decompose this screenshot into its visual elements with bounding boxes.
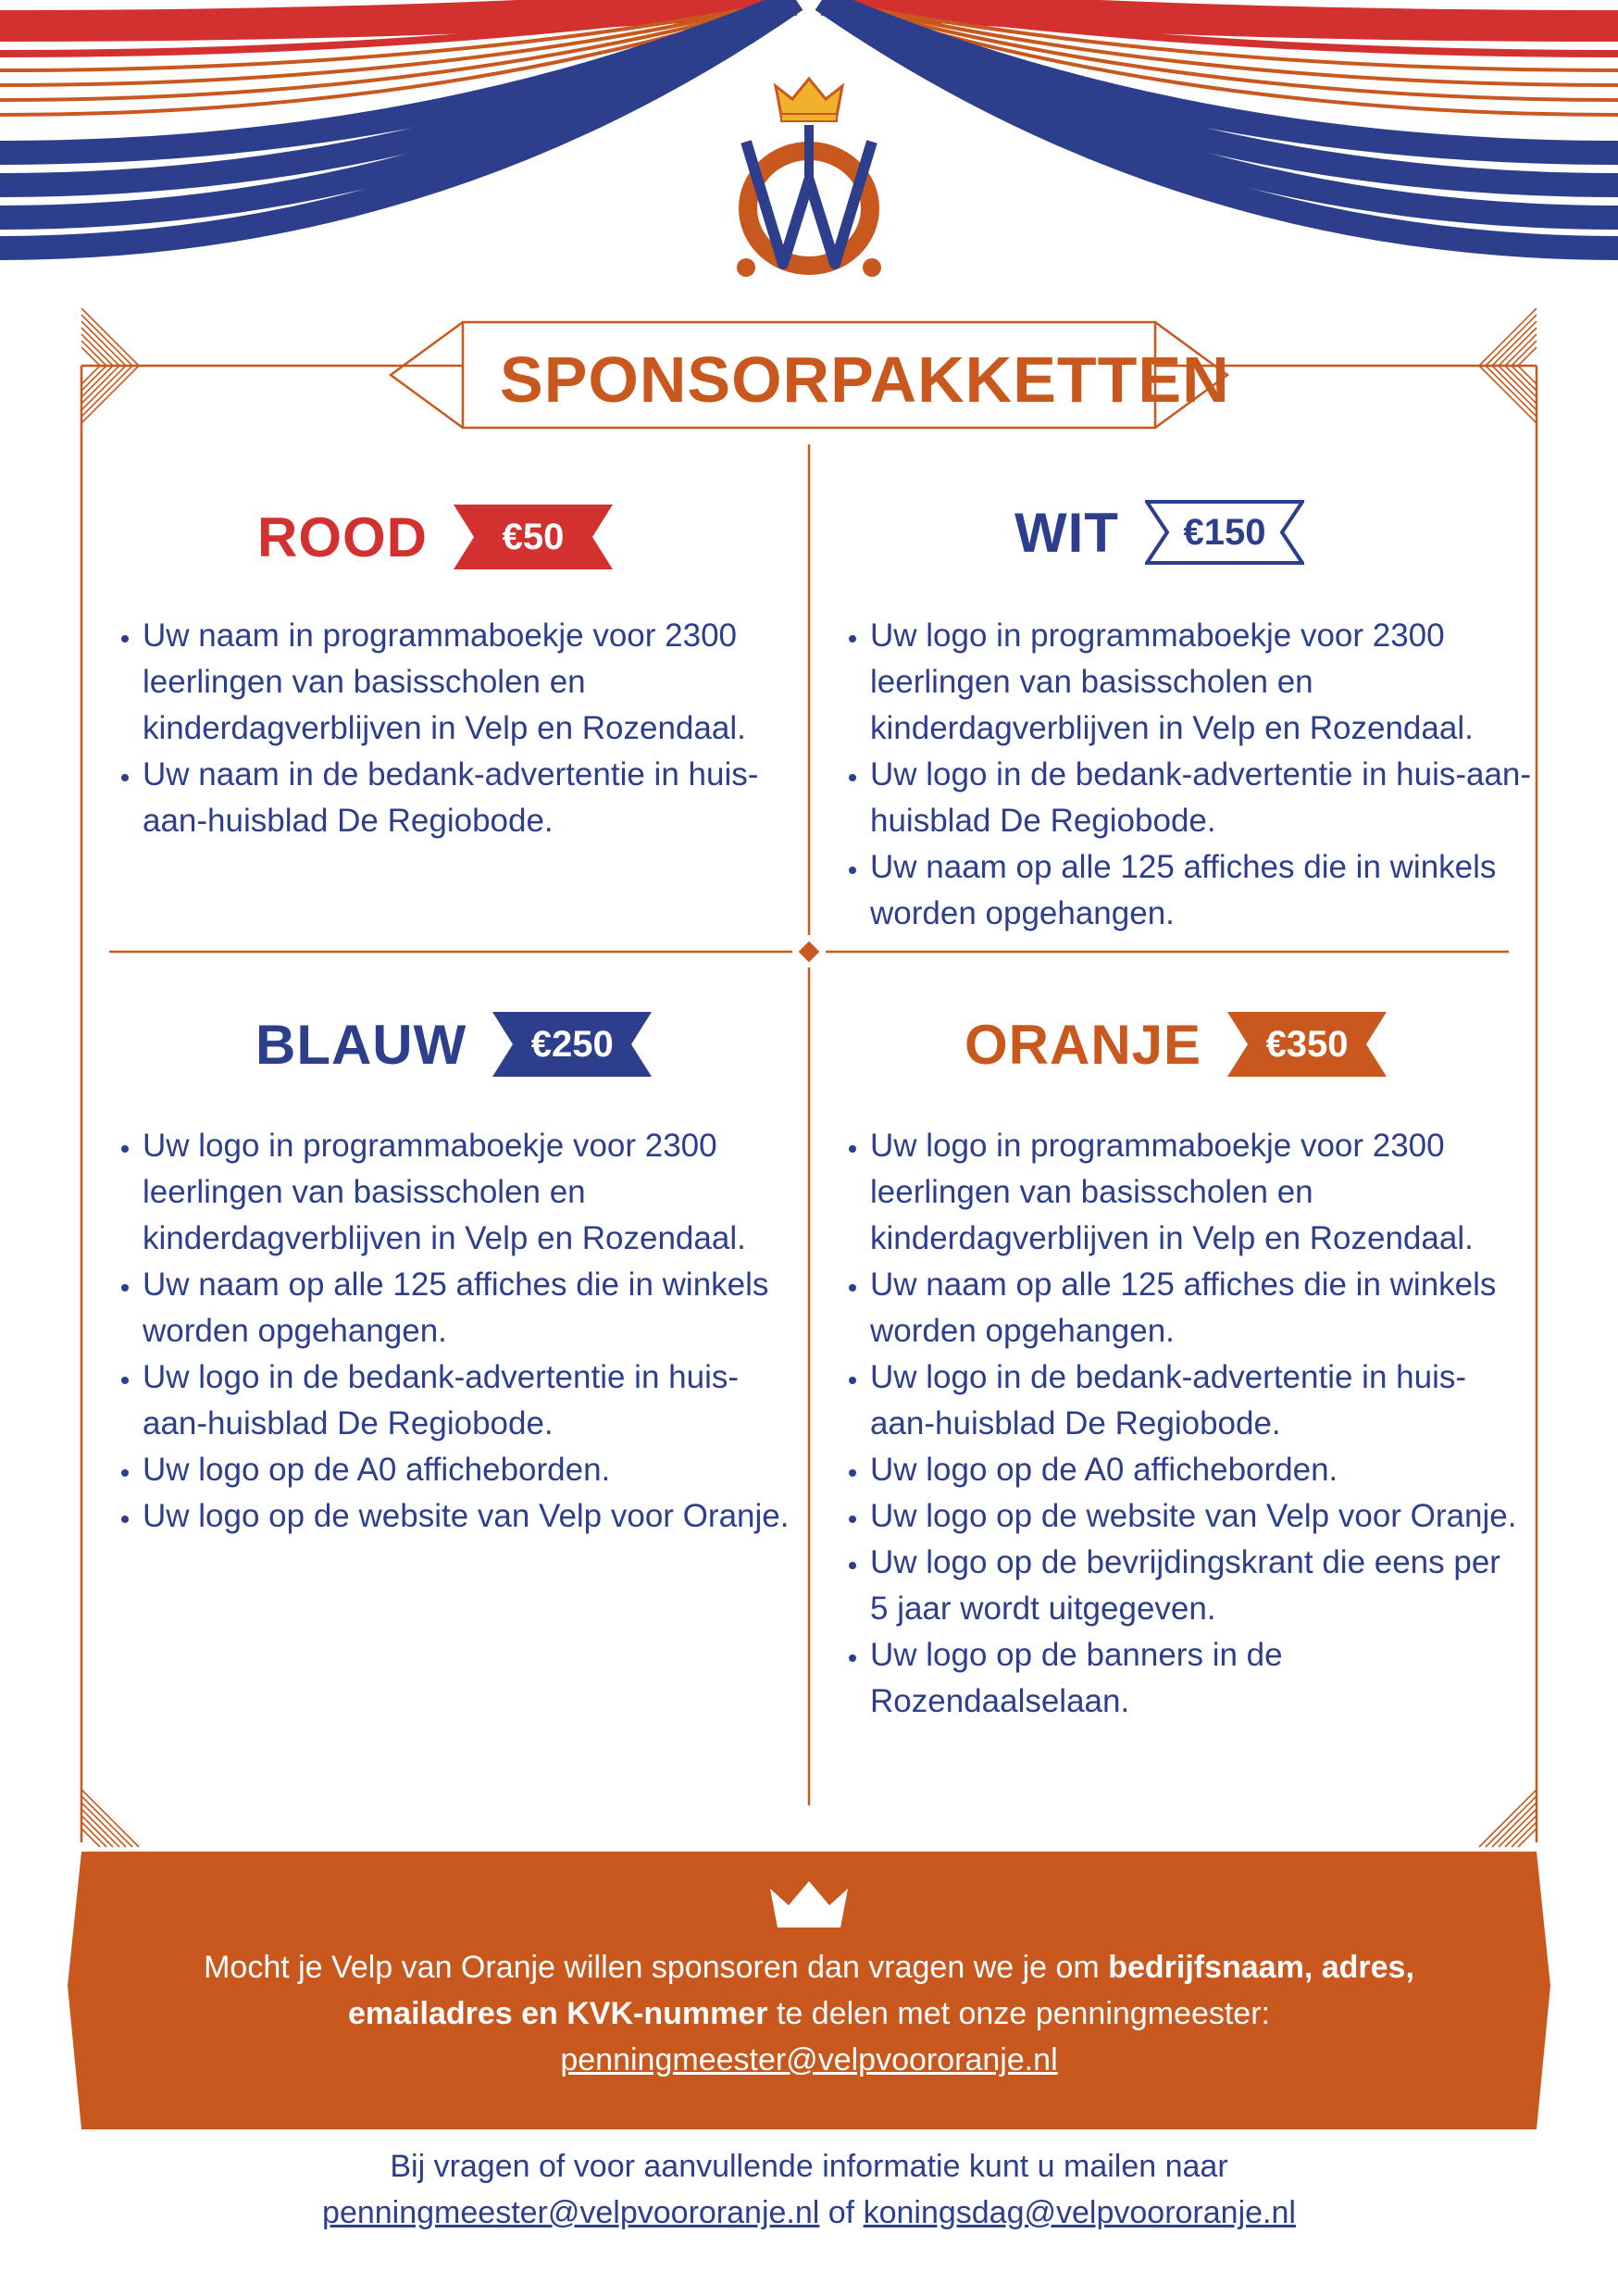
list-item: • Uw logo op de A0 afficheborden. xyxy=(870,1447,1518,1493)
footer-email-link-koningsdag[interactable]: koningsdag@velpvoororanje.nl xyxy=(863,2195,1296,2230)
crown-icon xyxy=(776,79,842,116)
list-item: • Uw logo op de website van Velp voor Oranje. xyxy=(870,1493,1518,1540)
package-rood-price-tag xyxy=(454,505,613,569)
list-item: • Uw naam in programmaboekje voor 2300 leerlingen van basisscholen en kinderdagverblijven in Velp en Rozendaal. xyxy=(143,613,790,752)
package-wit-price-tag xyxy=(1145,500,1304,565)
package-blauw-name: BLAUW xyxy=(255,1013,467,1076)
package-oranje-header xyxy=(965,1007,1387,1081)
package-rood-list xyxy=(111,613,790,844)
package-oranje-list xyxy=(839,1123,1518,1725)
list-item: • Uw naam op alle 125 affiches die in winkels worden opgehangen. xyxy=(870,844,1546,937)
banner-text xyxy=(148,1944,1470,2083)
package-rood-name: ROOD xyxy=(257,505,428,568)
page-title: SPONSORPAKKETTEN xyxy=(500,343,1230,416)
package-blauw-header xyxy=(255,1007,652,1081)
footer-email-link-penningmeester[interactable]: penningmeester@velpvoororanje.nl xyxy=(322,2195,820,2230)
package-wit-list xyxy=(839,613,1546,937)
package-wit-name: WIT xyxy=(1014,501,1119,564)
velp-voor-oranje-logo xyxy=(728,69,890,282)
list-item: • Uw logo in programmaboekje voor 2300 leerlingen van basisscholen en kinderdagverblijven in Velp en Rozendaal. xyxy=(870,613,1546,752)
list-item: • Uw logo in de bedank-advertentie in huis-aan-huisblad De Regiobode. xyxy=(870,752,1546,844)
list-item: • Uw naam op alle 125 affiches die in winkels worden opgehangen. xyxy=(143,1262,790,1354)
banner-text-intro: Mocht je Velp van Oranje willen sponsoren dan vragen we je om xyxy=(204,1950,1109,1985)
package-blauw-price: €250 xyxy=(530,1024,614,1065)
package-blauw-price-tag xyxy=(492,1012,652,1077)
package-rood-header xyxy=(257,500,613,574)
list-item: • Uw logo op de website van Velp voor Oranje. xyxy=(143,1493,790,1540)
list-item: • Uw logo in programmaboekje voor 2300 leerlingen van basisscholen en kinderdagverblijven in Velp en Rozendaal. xyxy=(143,1123,790,1262)
package-blauw-list xyxy=(111,1123,790,1540)
list-item: • Uw naam op alle 125 affiches die in winkels worden opgehangen. xyxy=(870,1262,1518,1354)
list-item: • Uw logo op de banners in de Rozendaalselaan. xyxy=(870,1632,1518,1725)
list-item: • Uw logo op de A0 afficheborden. xyxy=(143,1447,790,1493)
list-item: • Uw logo in programmaboekje voor 2300 leerlingen van basisscholen en kinderdagverblijven in Velp en Rozendaal. xyxy=(870,1123,1518,1262)
package-oranje-price-tag xyxy=(1227,1012,1387,1077)
list-item: • Uw logo in de bedank-advertentie in huis-aan-huisblad De Regiobode. xyxy=(870,1354,1518,1447)
list-item: • Uw logo op de bevrijdingskrant die eens per 5 jaar wordt uitgegeven. xyxy=(870,1540,1518,1632)
footer-text: Bij vragen of voor aanvullende informatie kunt u mailen naar xyxy=(390,2149,1228,2184)
list-item: • Uw naam in de bedank-advertentie in huis-aan-huisblad De Regiobode. xyxy=(143,752,790,844)
footer xyxy=(148,2143,1470,2236)
package-oranje-name: ORANJE xyxy=(965,1013,1202,1076)
banner-email-link[interactable]: penningmeester@velpvoororanje.nl xyxy=(560,2042,1058,2078)
footer-conjunction: of xyxy=(819,2195,864,2230)
list-item: • Uw logo in de bedank-advertentie in huis-aan-huisblad De Regiobode. xyxy=(143,1354,790,1447)
banner-required-fields: bedrijfsnaam, adres, emailadres en KVK-nummer xyxy=(348,1950,1414,2031)
package-wit-header xyxy=(1014,495,1304,569)
banner-text-outro: te delen met onze penningmeester: xyxy=(767,1996,1270,2031)
package-wit-price: €150 xyxy=(1183,512,1266,553)
package-rood-price: €50 xyxy=(502,517,565,557)
package-oranje-price: €350 xyxy=(1265,1024,1349,1065)
